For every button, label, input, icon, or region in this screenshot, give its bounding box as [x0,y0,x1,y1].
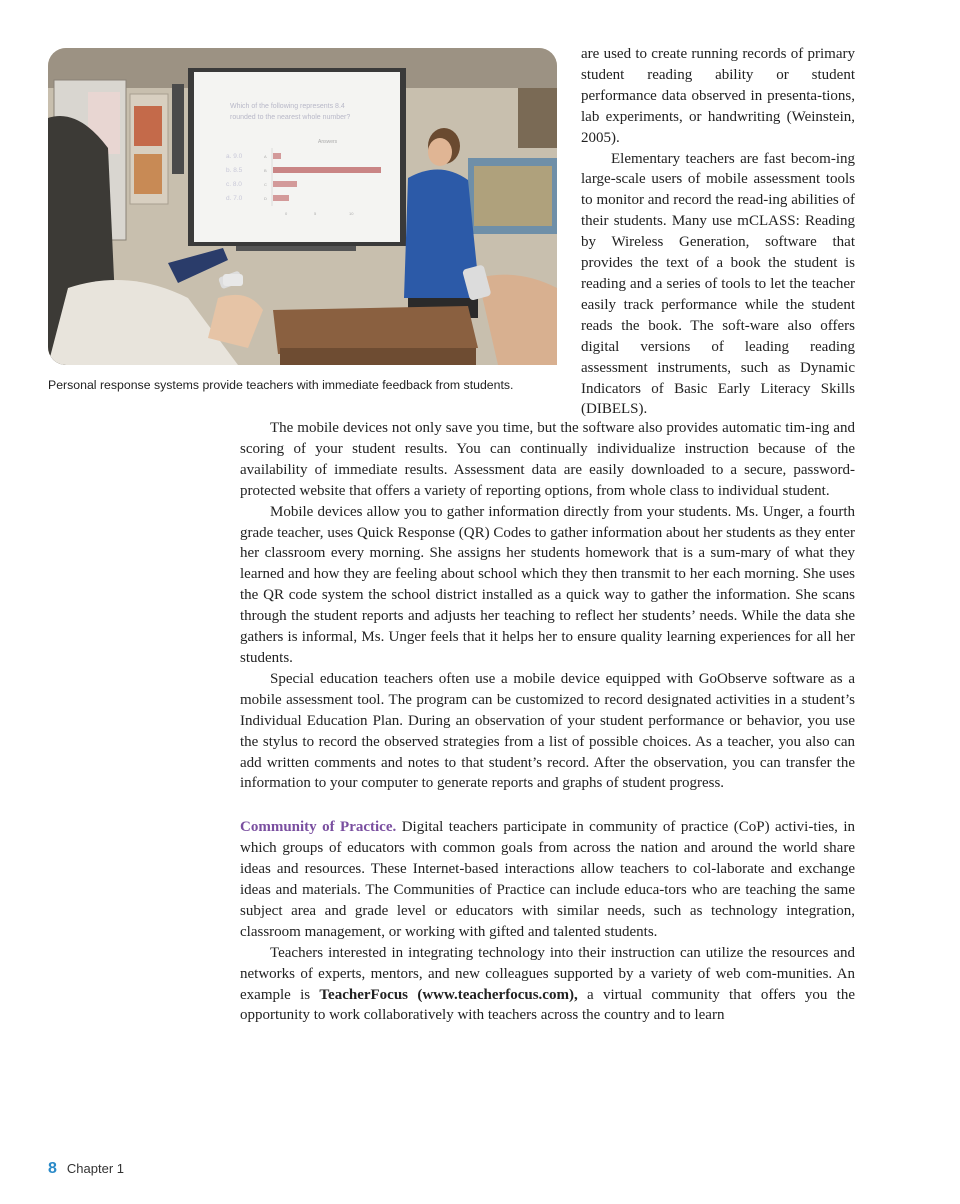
screen-question-line2: rounded to the nearest whole number? [230,114,351,121]
screen-bar-c [273,181,297,187]
screen-bar-a [273,153,281,159]
classroom-photo-illustration [48,48,557,365]
screen-letter-c: C [264,182,267,187]
main-paragraph-5 [240,943,855,1027]
teacherfocus-link-text: TeacherFocus (www.teacherfocus.com), [319,986,578,1003]
page-footer [48,1160,124,1178]
cop-text: Digital teachers participate in community of practice (CoP) activi-ties, in which groups of educators with common goals from across the nation and around the world share ideas and resources. These Internet-based interactions allow teachers to col-laborate and exchange ideas and materials. The Communities of Practice can include educa-tors who are teaching the same subject area and grade level or educators with similar needs, such as technology integration, classroom management, or working with gifted and talented students. [240,819,856,940]
main-column [240,418,855,1026]
screen-answers-label: Answers [318,139,338,145]
chapter-label: Chapter 1 [66,1161,124,1176]
p5-text-after: a virtual community that offers you the opportunity to work collaboratively with teachers across the country and to learn [240,986,855,1024]
side-paragraph-2: Elementary teachers are fast becom-ing large-scale users of mobile assessment tools to monitor and record the read-ing abilities of their students. Many use mCLASS: Reading by Wireless Generation, software that provides the text of a book the student is reading and a series of tools to let the teacher easily track performance while the student reads the book. The soft-ware also offers digital versions of leading reading assessment instruments, such as Dynamic Indicators of Basic Early Literacy Skills (DIBELS). [581,150,855,418]
screen-letter-b: B [264,168,267,173]
photo-caption: Personal response systems provide teachers with immediate feedback from students. [48,378,514,392]
screen-option-c: c. 8.0 [226,181,242,188]
side-column [581,44,855,420]
screen-tick-5: 5 [314,211,317,216]
screen-bar-b [273,167,381,173]
screen-bar-d [273,195,289,201]
screen-tick-10: 10 [349,211,354,216]
screen-tick-0: 0 [285,211,288,216]
classroom-photo [48,48,557,365]
side-paragraph-1: are used to create running records of primary student reading ability or student performance data observed in presenta-tions, lab experiments, or handwriting (Weinstein, 2005). [581,46,855,146]
screen-option-b: b. 8.5 [226,167,243,174]
p5-text-before: Teachers interested in integrating technology into their instruction can utilize the resources and networks of experts, mentors, and new colleagues supported by a variety of web com-munities. An example is [240,944,855,1003]
page-number: 8 [48,1160,57,1177]
screen-option-d: d. 7.0 [226,195,243,202]
screen-option-a: a. 9.0 [226,153,243,160]
cop-heading: Community of Practice. [240,819,397,836]
main-paragraph-1: The mobile devices not only save you time, but the software also provides automatic tim-ing and scoring of your student results. You can continually individualize instruction because of the availability of immediate results. Assessment data are easily downloaded to a secure, password-protected website that offers a variety of reporting options, from whole class to individual student. [240,420,855,499]
screen-letter-a: A [264,154,267,159]
cop-paragraph [240,817,855,942]
screen-letter-d: D [264,196,267,201]
main-paragraph-2: Mobile devices allow you to gather information directly from your students. Ms. Unger, a fourth grade teacher, uses Quick Response (QR) Codes to gather information about her students as they enter her classroom every morning. She assigns her students homework that is a sum-mary of what they learned and how they are feeling about school which they then transmit to her each morning. She uses the QR code system the school district installed as a quick way to gather the information. She scans through the student reports and adjusts her teaching to reflect her students’ needs. While the data she gathers is informal, Ms. Unger feels that it helps her to ensure quality learning experiences for all her students. [240,503,855,666]
main-paragraph-3: Special education teachers often use a mobile device equipped with GoObserve software as a mobile assessment tool. The program can be customized to record designated activities in a student’s Individual Education Plan. During an observation of your student performance or behavior, you use the stylus to record the observed strategies from a list of possible choices. As a teacher, you also can add written comments and notes to that student’s record. After the observation, you can transfer the information to your computer to generate reports and graphs of student progress. [240,670,855,792]
screen-question-line1: Which of the following represents 8.4 [230,103,345,110]
